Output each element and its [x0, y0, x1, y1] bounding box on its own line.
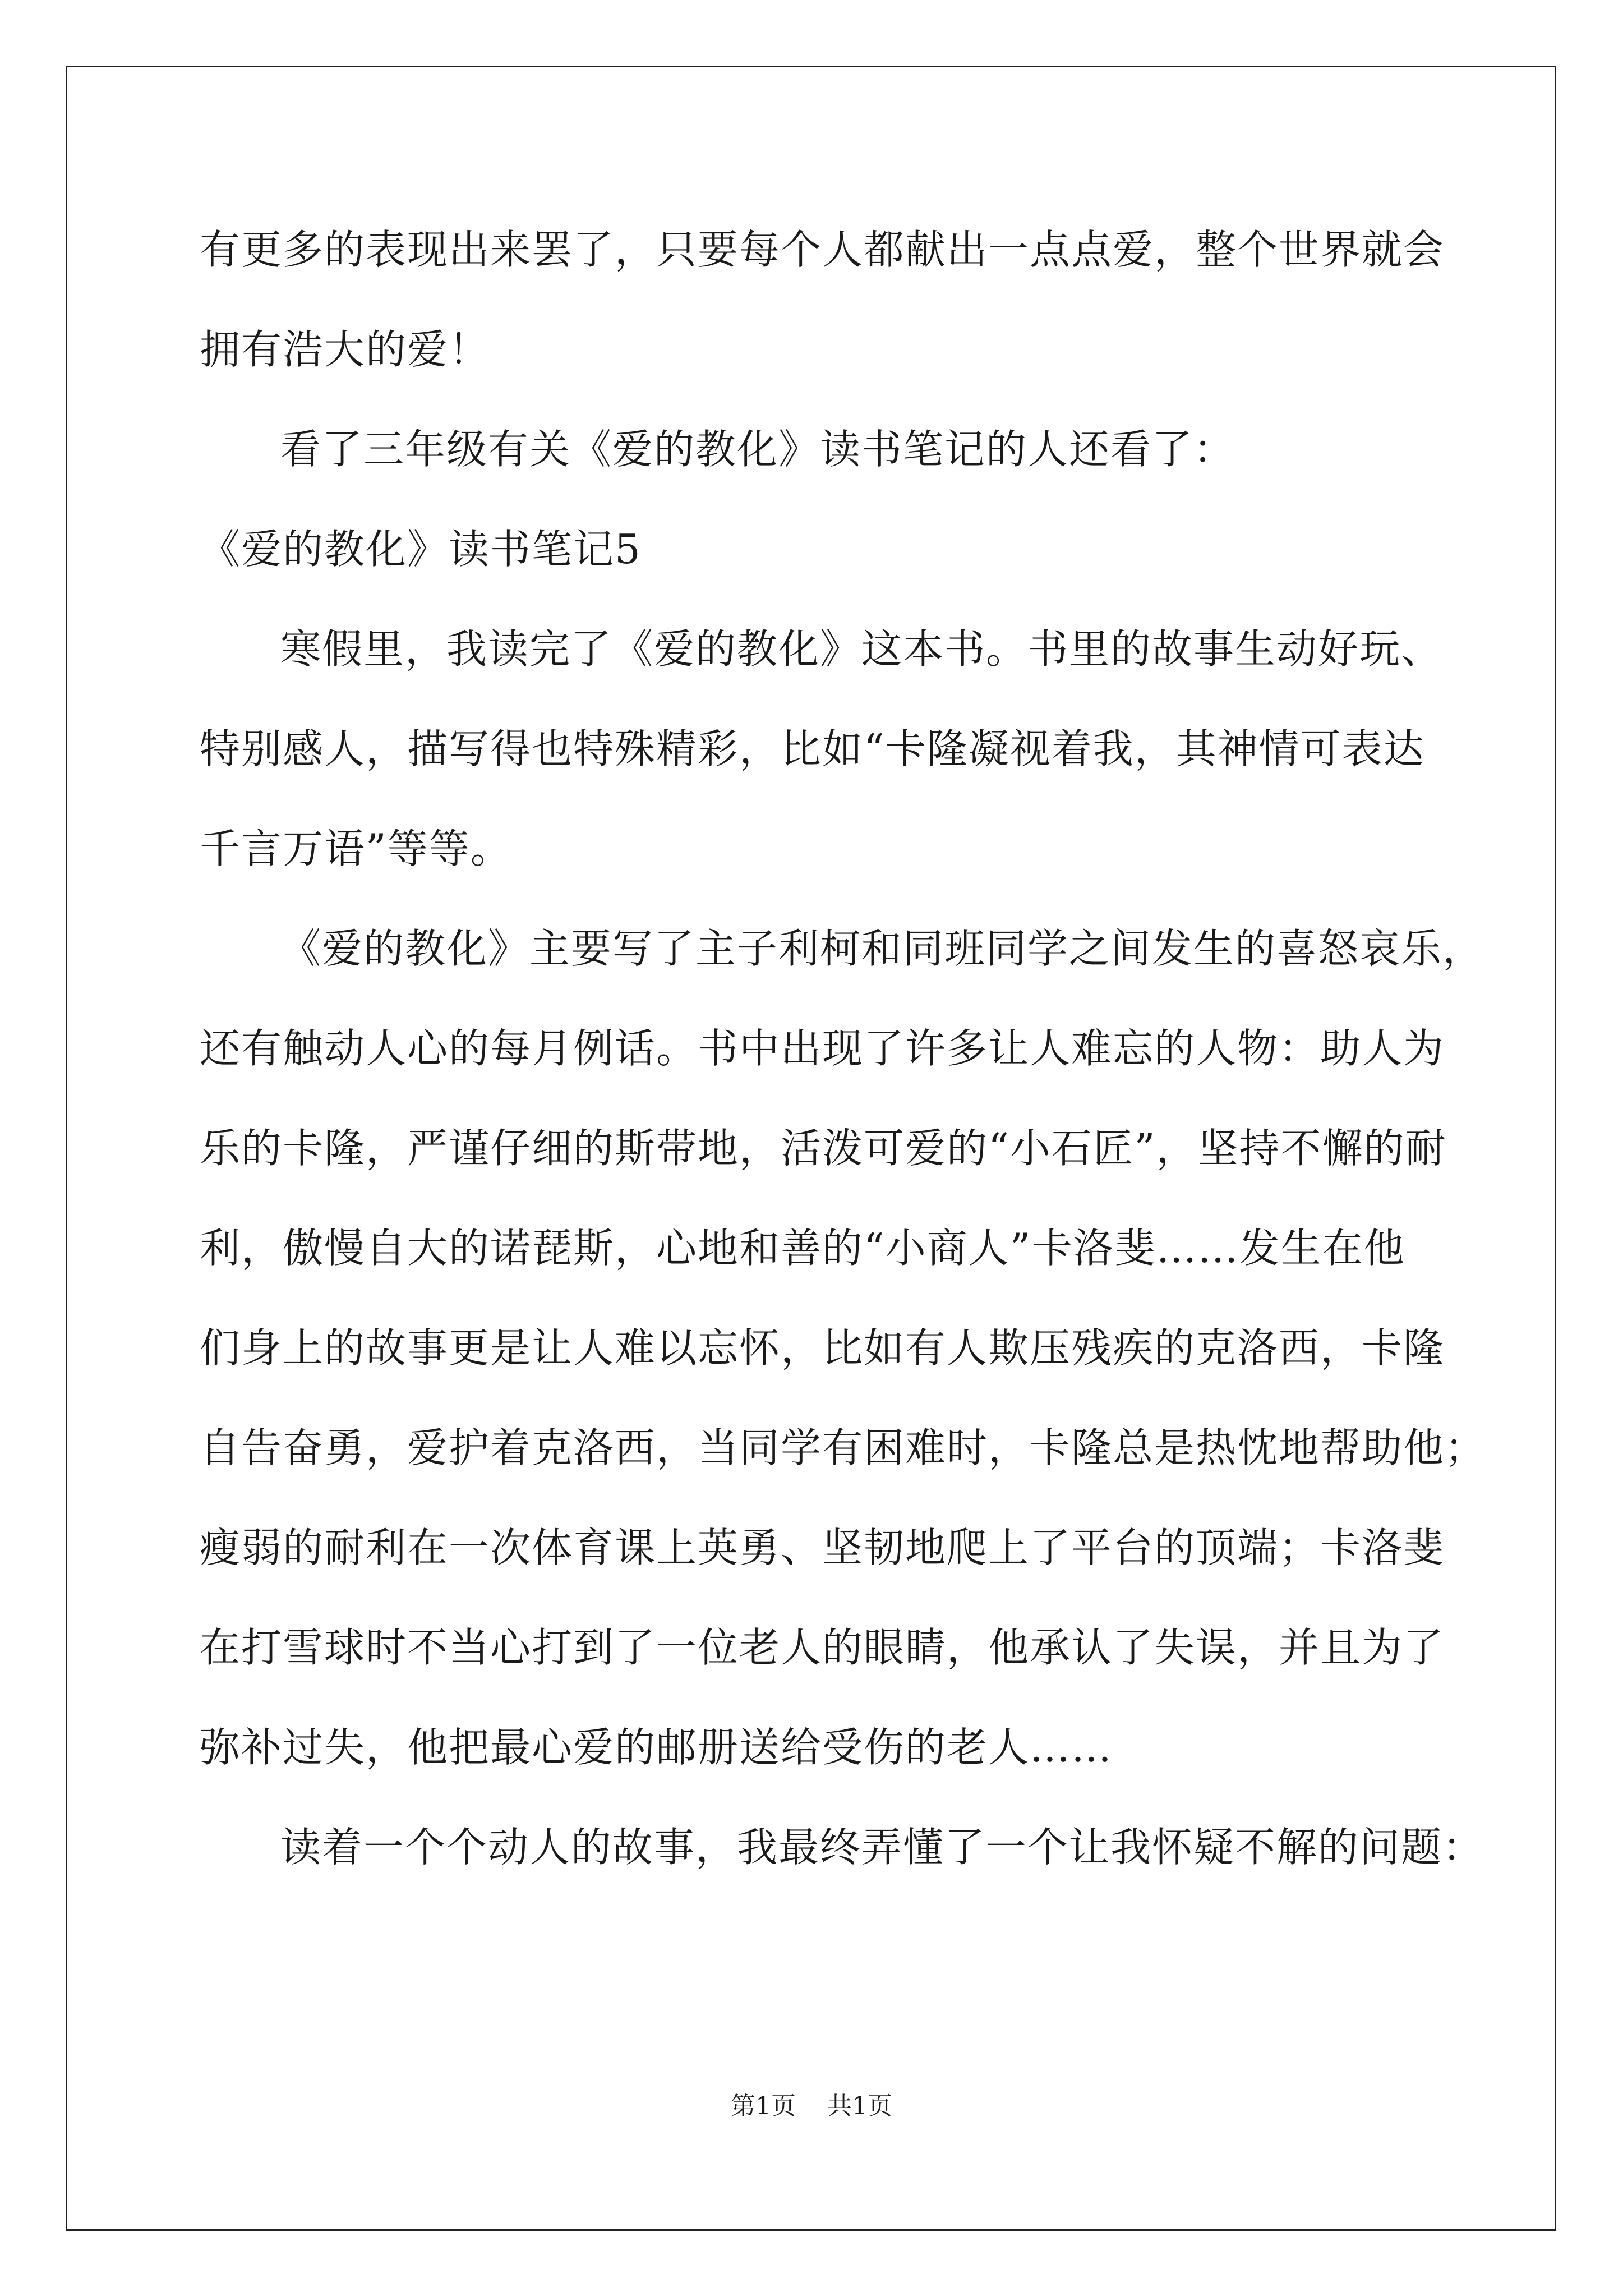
- text-line: 读着一个个动人的故事，我最终弄懂了一个让我怀疑不解的问题：: [280, 1824, 1484, 1871]
- text-line: 特别感人，描写得也特殊精彩，比如“卡隆凝视着我，其神情可表达: [200, 725, 1425, 772]
- text-line: 弥补过失，他把最心爱的邮册送给受伤的老人……: [200, 1724, 1113, 1771]
- text-line: 利，傲慢自大的诺琵斯，心地和善的“小商人”卡洛斐……发生在他: [200, 1225, 1405, 1272]
- text-line: 《爱的教化》主要写了主子利柯和同班同学之间发生的喜怒哀乐，: [280, 925, 1484, 972]
- document-body: [200, 216, 1487, 1913]
- text-line: 在打雪球时不当心打到了一位老人的眼睛，他承认了失误，并且为了: [200, 1624, 1445, 1671]
- text-line: 还有触动人心的每月例话。书中出现了许多让人难忘的人物：助人为: [200, 1025, 1445, 1072]
- page-footer: [0, 2090, 1623, 2123]
- text-line: 自告奋勇，爱护着克洛西，当同学有困难时，卡隆总是热忱地帮助他；: [200, 1424, 1487, 1471]
- text-line: 千言万语”等等。: [200, 825, 512, 872]
- text-line: 乐的卡隆，严谨仔细的斯带地，活泼可爱的“小石匠”，坚持不懈的耐: [200, 1125, 1447, 1172]
- page-total: 共1页: [827, 2092, 892, 2120]
- section-heading: 《爱的教化》读书笔记5: [200, 526, 642, 573]
- text-line: 寒假里，我读完了《爱的教化》这本书。书里的故事生动好玩、: [280, 625, 1443, 673]
- text-line: 有更多的表现出来罢了，只要每个人都献出一点点爱，整个世界就会: [200, 226, 1445, 273]
- text-line: 拥有浩大的爱！: [200, 326, 491, 373]
- text-line: 看了三年级有关《爱的教化》读书笔记的人还看了：: [280, 426, 1235, 473]
- page-number: 第1页: [731, 2092, 796, 2120]
- text-line: 们身上的故事更是让人难以忘怀，比如有人欺压残疾的克洛西，卡隆: [200, 1324, 1445, 1372]
- text-line: 瘦弱的耐利在一次体育课上英勇、坚韧地爬上了平台的顶端；卡洛斐: [200, 1524, 1445, 1571]
